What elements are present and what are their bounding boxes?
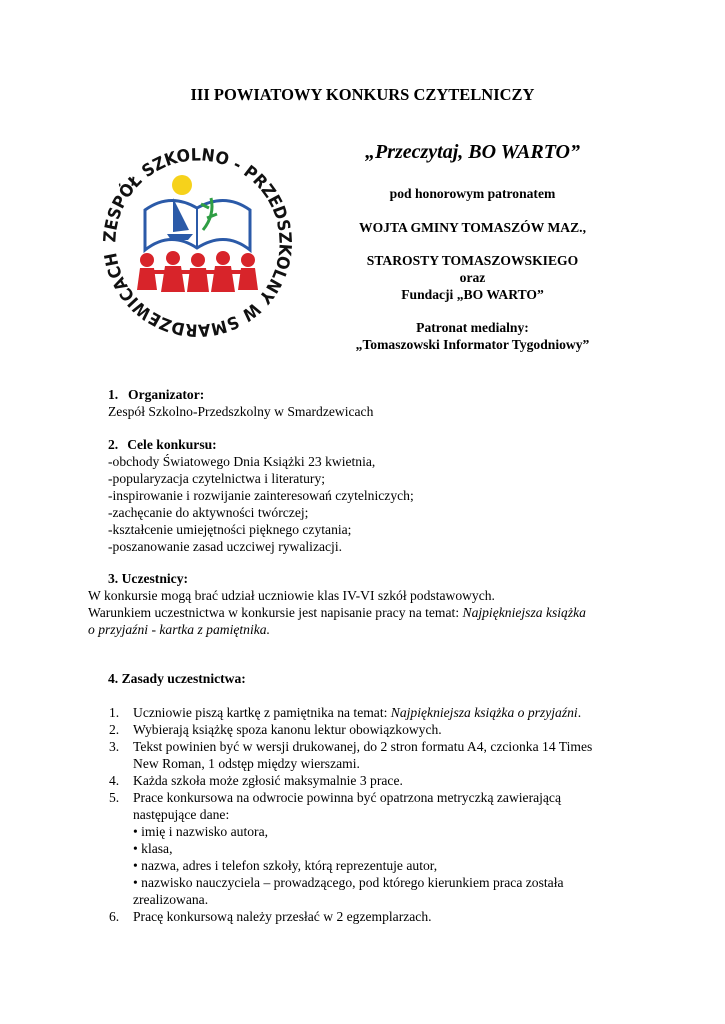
section-number: 2.	[108, 437, 119, 452]
item-text: Wybierają książkę spoza kanonu lektur obowiązkowych.	[133, 722, 442, 737]
list-item	[88, 738, 668, 772]
section-heading	[88, 436, 648, 453]
item-number: 4.	[109, 773, 120, 788]
sun-icon	[172, 175, 192, 195]
list-item	[88, 789, 668, 823]
section-heading-text: Cele konkursu:	[127, 437, 217, 452]
patron-starosta: STAROSTY TOMASZOWSKIEGO	[366, 253, 579, 268]
bullet-item: • imię i nazwisko autora,	[133, 824, 268, 839]
item-number: 3.	[109, 739, 120, 754]
list-item	[88, 721, 668, 738]
school-logo-graphic	[85, 130, 310, 355]
organizer-name: Zespół Szkolno-Przedszkolny w Smardzewicach	[108, 404, 374, 419]
list-item	[88, 704, 668, 721]
competition-subtitle: „Przeczytaj, BO WARTO”	[364, 141, 580, 163]
section-goals	[88, 436, 648, 555]
participants-condition	[88, 604, 648, 621]
list-item: -zachęcanie do aktywności twórczej;	[108, 505, 309, 520]
item-text: Prace konkursowa na odwrocie powinna być opatrzona metryczką zawierającą	[133, 790, 562, 805]
item-text-cont: następujące dane:	[133, 807, 230, 822]
section-participants	[88, 570, 648, 638]
item-number: 2.	[109, 722, 120, 737]
item-text: Tekst powinien być w wersji drukowanej, do 2 stron formatu A4, czcionka 14 Times	[133, 739, 593, 754]
media-patron-name: „Tomaszowski Informator Tygodniowy”	[355, 337, 590, 352]
media-patronage-label: Patronat medialny:	[416, 320, 529, 335]
document-title: III POWIATOWY KONKURS CZYTELNICZY	[190, 85, 535, 104]
list-item: -poszanowanie zasad uczciwej rywalizacji.	[108, 539, 342, 554]
section-organizer	[88, 386, 648, 420]
item-number: 5.	[109, 790, 120, 805]
patron-wojt: WOJTA GMINY TOMASZÓW MAZ.,	[359, 220, 586, 235]
item-italic: Najpiękniejsza książka o przyjaźni	[390, 705, 578, 720]
item-text: Każda szkoła może zgłosić maksymalnie 3 prace.	[133, 773, 403, 788]
item-number: 1.	[109, 705, 120, 720]
section-heading: 4. Zasady uczestnictwa:	[108, 671, 246, 686]
topic-italic: Najpiękniejsza książka	[462, 605, 586, 620]
metrics-bullets	[88, 823, 668, 908]
participants-line: W konkursie mogą brać udział uczniowie klas IV-VI szkół podstawowych.	[88, 588, 495, 603]
section-rules	[88, 670, 668, 925]
goals-list	[88, 453, 648, 555]
item-text: Pracę konkursową należy przesłać w 2 egzemplarzach.	[133, 909, 432, 924]
section-heading: 3. Uczestnicy:	[108, 571, 189, 586]
section-heading-text: Organizator:	[128, 387, 205, 402]
list-item: -kształcenie umiejętności pięknego czytania;	[108, 522, 352, 537]
patronage-intro: pod honorowym patronatem	[389, 186, 556, 201]
children-figures-icon	[137, 251, 258, 292]
list-item	[88, 772, 668, 789]
list-item: -inspirowanie i rozwijanie zainteresowań czytelniczych;	[108, 488, 414, 503]
patron-foundation: Fundacji „BO WARTO”	[401, 287, 544, 302]
list-item	[88, 908, 668, 925]
list-item: -obchody Światowego Dnia Książki 23 kwietnia,	[108, 454, 376, 469]
logo-ring-text: ZESPÓŁ SZKOLNO - PRZEDSZKOLNY W SMARDZEWICACH	[100, 145, 295, 340]
section-number: 1.	[108, 387, 119, 402]
rules-list	[88, 704, 668, 925]
item-number: 6.	[109, 909, 120, 924]
topic-italic-cont: o przyjaźni - kartka z pamiętnika.	[88, 622, 270, 637]
patronage-block	[330, 140, 615, 353]
bullet-item: • nazwisko nauczyciela – prowadzącego, pod którego kierunkiem praca została	[133, 875, 564, 890]
item-text: Uczniowie piszą kartkę z pamiętnika na temat:	[133, 705, 391, 720]
school-logo	[85, 130, 310, 355]
bullet-item: • nazwa, adres i telefon szkoły, którą reprezentuje autor,	[133, 858, 438, 873]
list-item: -popularyzacja czytelnictwa i literatury;	[108, 471, 326, 486]
condition-text: Warunkiem uczestnictwa w konkursie jest napisanie pracy na temat:	[88, 605, 463, 620]
item-text-cont: New Roman, 1 odstęp między wierszami.	[133, 756, 360, 771]
patronage-and: oraz	[459, 270, 486, 285]
bullet-item-cont: zrealizowana.	[133, 892, 209, 907]
bullet-item: • klasa,	[133, 841, 173, 856]
item-end: .	[577, 705, 582, 720]
section-heading	[88, 386, 648, 403]
